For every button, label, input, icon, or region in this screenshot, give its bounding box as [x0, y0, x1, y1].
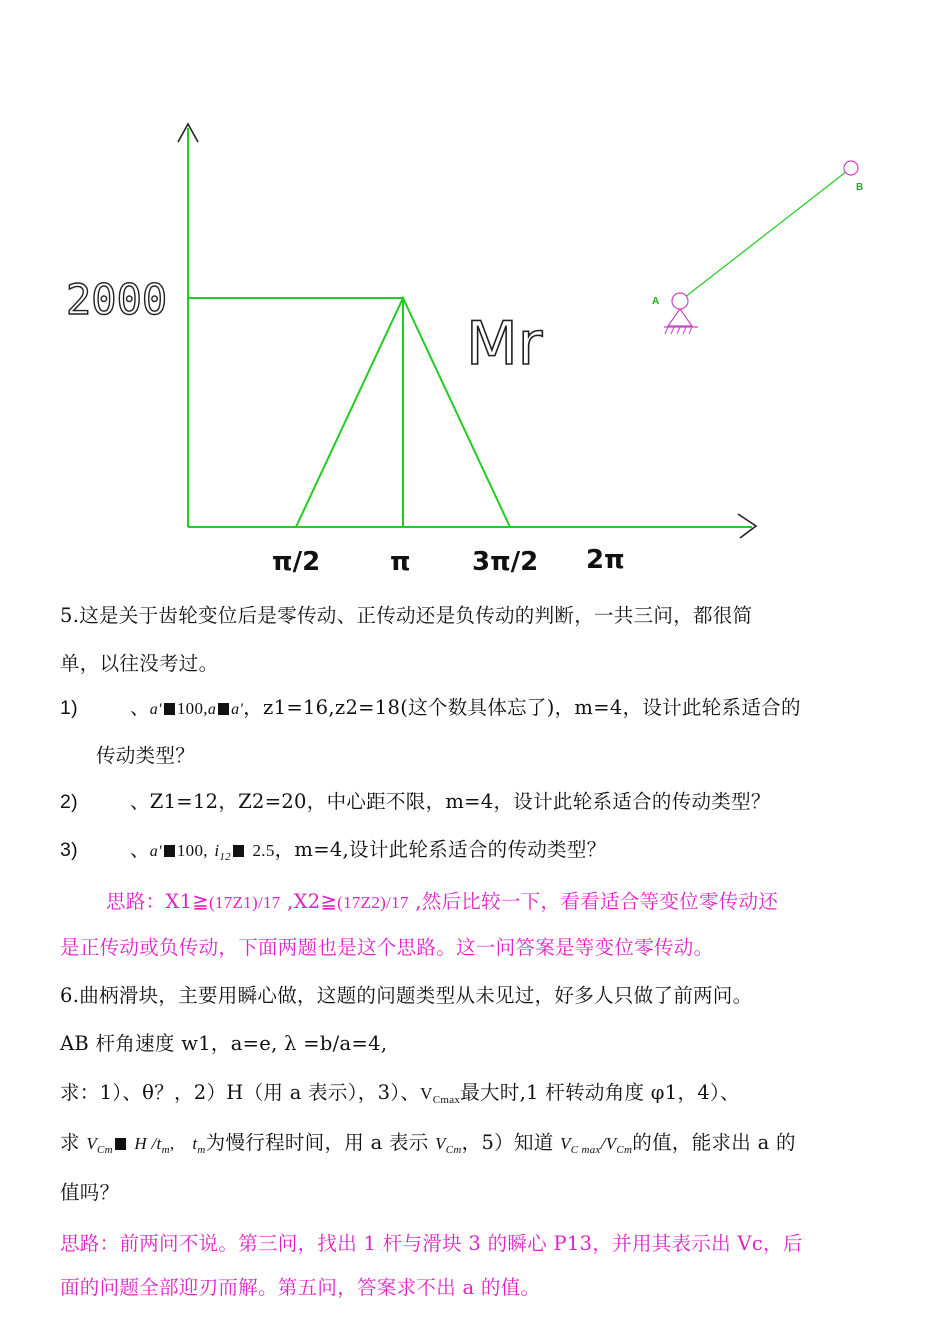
- x-tick-label: 2π: [586, 545, 625, 575]
- torque-diagram: [0, 0, 950, 600]
- point-a-label: A: [652, 296, 660, 307]
- q5-intro: 5.这是关于齿轮变位后是零传动、正传动还是负传动的判断，一共三问，都很简: [60, 604, 753, 627]
- q6-questions: 求：1）、θ？，2）H（用 a 表示），3）、$V_{Cmax}$最大时,1 杆转动角度 φ1，4）、: [60, 1081, 740, 1106]
- q5-item-1-cont: 传动类型？: [96, 744, 196, 767]
- point-b-circle: [844, 161, 858, 175]
- pivot-support: [668, 309, 692, 326]
- q6-params: AB 杆角速度 w1，a=e, λ =b/a=4,: [60, 1032, 388, 1055]
- x-tick-label: π/2: [272, 547, 321, 577]
- q5-item-1: 1) 、a′ 100,a a′，z1=16,z2=18(这个数具体忘了)，m=4，设计此轮系适合的: [60, 696, 801, 719]
- q6-questions-end: 值吗？: [60, 1181, 120, 1204]
- q5-intro-cont: 单，以往没考过。: [60, 652, 219, 675]
- q5-item-2: 2) 、Z1=12，Z2=20，中心距不限，m=4，设计此轮系适合的传动类型？: [60, 790, 771, 813]
- point-b-label: B: [856, 182, 864, 193]
- curve-label: Mr: [466, 309, 543, 379]
- q6-answer-cont: 面的问题全部迎刃而解。第五问，答案求不出 a 的值。: [60, 1276, 541, 1299]
- q6-intro: 6.曲柄滑块，主要用瞬心做，这题的问题类型从未见过，好多人只做了前两问。: [60, 984, 753, 1007]
- ground-hatch: [665, 327, 692, 334]
- q5-item-3: 3) 、a′ 100, $i_{12}$ 2.5，m=4,设计此轮系适合的传动类型？: [60, 838, 607, 863]
- y-value-label: 2000: [66, 275, 168, 324]
- q6-questions-cont: 求 $V_{Cm}$ H $/t_m$, $t_m$为慢行程时间，用 a 表示 $V_{Cm}$，5）知道 $V_{C max}/V_{Cm}$的值，能求出 a 的: [60, 1131, 796, 1156]
- x-tick-label: 3π/2: [472, 547, 539, 577]
- x-tick-label: π: [390, 547, 411, 577]
- q6-answer: 思路：前两问不说。第三问，找出 1 杆与滑块 3 的瞬心 P13，并用其表示出 Vc，后: [60, 1232, 803, 1255]
- link-ab: [680, 168, 851, 301]
- point-a-circle: [672, 293, 688, 309]
- q5-answer-cont: 是正传动或负传动，下面两题也是这个思路。这一问答案是等变位零传动。: [60, 936, 714, 959]
- q5-answer: 思路：X1≧(17Z1)/17 ,X2≧(17Z2)/17 ,然后比较一下，看看适合等变位零传动还: [106, 890, 779, 913]
